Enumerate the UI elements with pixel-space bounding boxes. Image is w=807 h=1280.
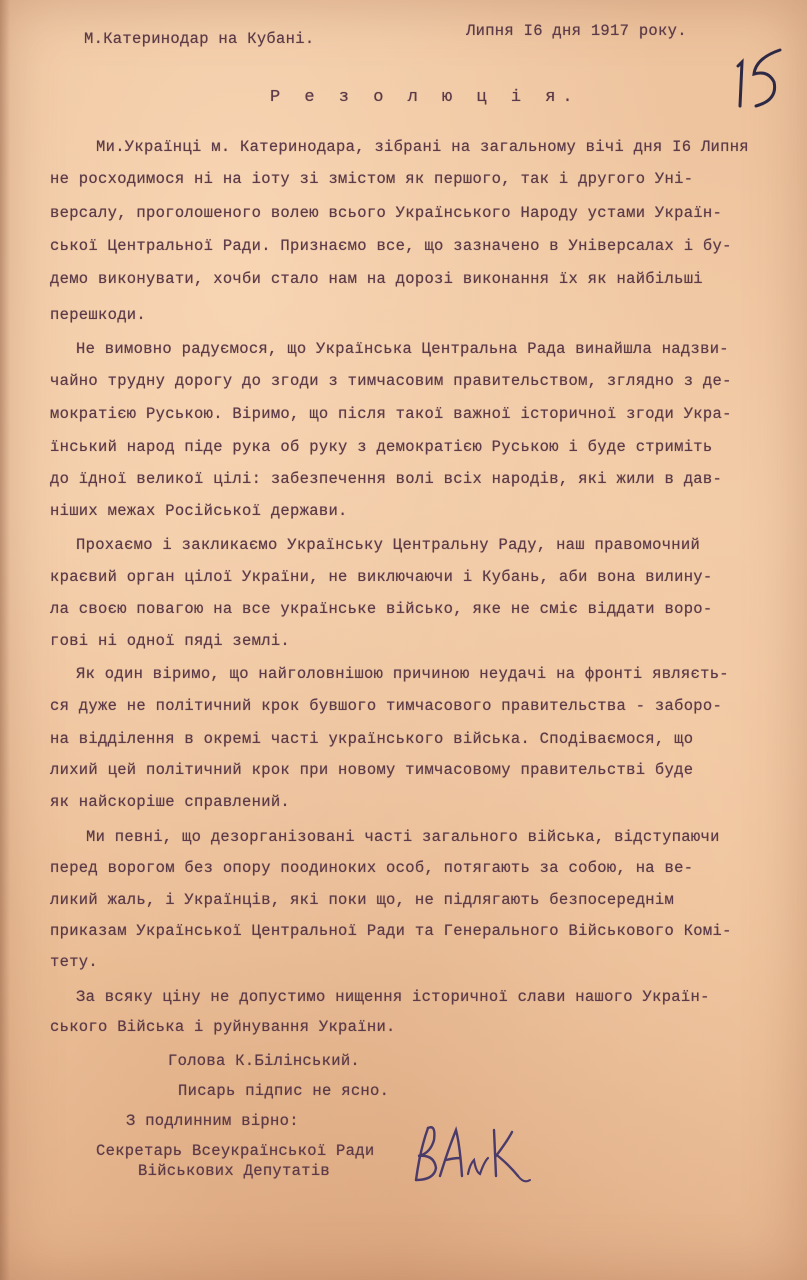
p2-line-5: до їдної великої цілі: забезпечення волі всіх народів, які жили в дав- xyxy=(50,470,723,488)
p6-line-1: За всяку ціну не допустимо нищення історичної слави нашого Україн- xyxy=(76,988,710,1006)
p4-line-1: Як один віримо, що найголовнішою причиною неудачі на фронті являєть- xyxy=(76,665,729,683)
p1-line-1: Ми.Українці м. Катеринодара, зібрані на загальному вічі дня I6 Липня xyxy=(96,138,749,156)
p3-line-1: Прохаємо і закликаємо Українську Центральну Раду, наш правомочний xyxy=(76,536,701,554)
secretary-note: Писарь підпис не ясно. xyxy=(178,1082,390,1100)
p4-line-4: лихий цей політичний крок при новому тимчасовому правительстві буде xyxy=(50,761,694,779)
secretary-title-line-2: Військових Депутатів xyxy=(138,1162,331,1180)
p4-line-3: на відділення в окремі часті українського війська. Сподіваємося, що xyxy=(50,730,694,748)
p1-line-2: не росходимося ні на іоту зі змістом як першого, так і другого Уні- xyxy=(50,170,694,188)
p2-line-3: мократією Руською. Віримо, що після такої важної історичної згоди Укра- xyxy=(50,405,732,423)
p5-line-5: тету. xyxy=(50,953,99,971)
p5-line-1: Ми певні, що дезорганізовані часті загального війська, відступаючи xyxy=(86,828,720,846)
document-title: Р е з о л ю ц і я. xyxy=(270,88,580,107)
p1-line-4: ської Центральної Ради. Признаємо все, що зазначено в Універсалах і бу- xyxy=(50,237,732,255)
folio-number-handwritten xyxy=(728,44,794,124)
p3-line-4: гові ні одної пяді землі. xyxy=(50,632,291,650)
p4-line-5: як найскоріше справлений. xyxy=(50,793,291,811)
p5-line-4: приказам Української Центральної Ради та Генерального Військового Комі- xyxy=(50,922,732,940)
p5-line-2: перед ворогом без опору поодиноких особ, потягають за собою, на ве- xyxy=(50,859,694,877)
p4-line-2: ся дуже не політичний крок бувшого тимчасового правительства - заборо- xyxy=(50,697,723,715)
p2-line-6: ніших межах Російської держави. xyxy=(50,502,348,520)
paper-edge-shadow xyxy=(0,0,10,1280)
secretary-title-line-1: Секретарь Всеукраїнської Ради xyxy=(96,1142,375,1160)
handwritten-signature xyxy=(400,1110,535,1195)
p3-line-3: ла своєю повагою на все українське військо, яке не сміє віддати воро- xyxy=(50,600,713,618)
copy-certification: З подлинним вірно: xyxy=(126,1112,299,1130)
p1-line-5: демо виконувати, хочби стало нам на дорозі виконання їх як найбільші xyxy=(50,270,703,288)
p6-line-2: ського Війська і руйнування України. xyxy=(50,1018,396,1036)
p1-line-6: перешкоди. xyxy=(50,306,147,324)
p2-line-4: їнський народ піде рука об руку з демократією Руською і буде стриміть xyxy=(50,438,713,456)
header-date: Липня I6 дня 1917 року. xyxy=(466,22,687,40)
p2-line-1: Не вимовно радуємося, що Українська Центральна Рада винайшла надзви- xyxy=(76,340,729,358)
header-place: М.Катеринодар на Кубані. xyxy=(84,30,315,48)
p1-line-3: версалу, проголошеного волею всього Українського Народу устами Україн- xyxy=(50,204,723,222)
p3-line-2: краєвий орган цілої України, не виключаючи і Кубань, аби вона вилину- xyxy=(50,568,713,586)
p2-line-2: чайно трудну дорогу до згоди з тимчасовим правительством, зглядно з де- xyxy=(50,372,732,390)
p5-line-3: ликий жаль, і Українців, які поки що, не підлягають безпосереднім xyxy=(50,891,675,909)
chairman-signature-line: Голова К.Білінський. xyxy=(168,1052,361,1070)
